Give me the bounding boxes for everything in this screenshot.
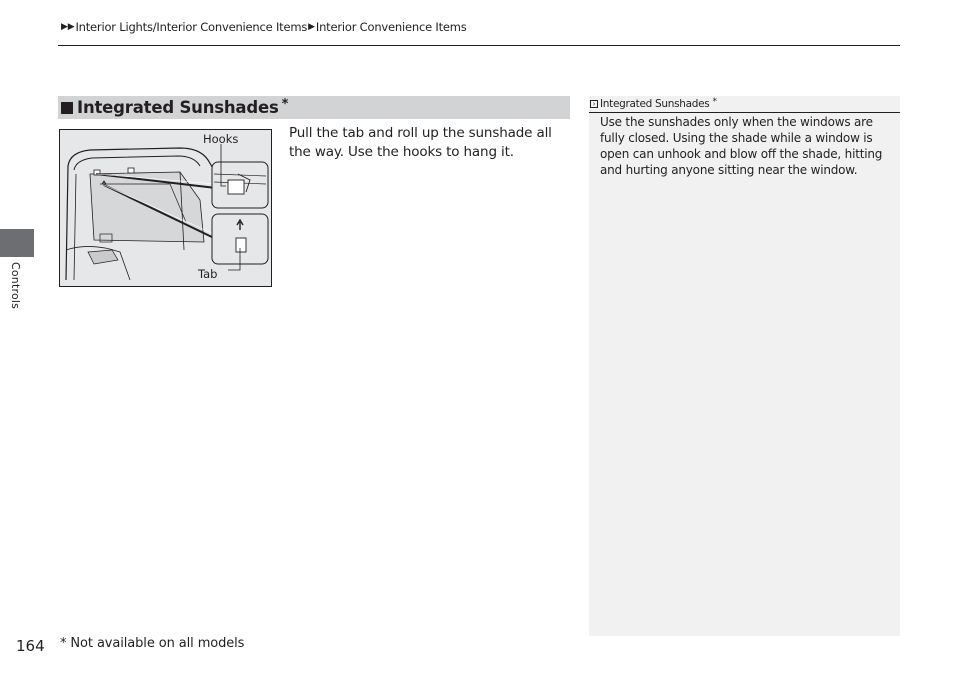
header-rule — [58, 45, 900, 46]
page-number: 164 — [16, 637, 45, 655]
sunshade-illustration — [59, 129, 272, 287]
breadcrumb-item[interactable]: Interior Convenience Items — [315, 20, 467, 34]
side-note — [589, 96, 900, 636]
side-note-asterisk: * — [712, 96, 717, 107]
side-note-title: Integrated Sunshades — [600, 97, 710, 110]
footnote: * Not available on all models — [60, 636, 245, 651]
tab-label: Tab — [198, 267, 218, 281]
side-tab-label: Controls — [9, 262, 22, 310]
side-note-header — [589, 96, 900, 111]
instruction-text: Pull the tab and roll up the sunshade all the way. Use the hooks to hang it. — [289, 125, 552, 160]
breadcrumb-arrow-icon: ▶ — [308, 22, 315, 32]
section-square-icon — [61, 102, 73, 114]
side-note-rule — [589, 112, 900, 113]
side-note-text: Use the sunshades only when the windows are fully closed. Using the shade while a window is open can unhook and blow off the shade, hitting and hurting anyone sitting near the window. — [600, 115, 883, 177]
note-reference-icon: › — [590, 100, 598, 108]
section-title: Integrated Sunshades — [77, 98, 279, 117]
section-header — [58, 96, 570, 119]
hooks-label: Hooks — [203, 132, 239, 146]
sunshade-drawing — [60, 130, 271, 286]
breadcrumb-item[interactable]: Interior Lights/Interior Convenience Items — [75, 20, 308, 34]
side-tab-marker — [0, 229, 34, 257]
breadcrumb-arrow-icon: ▶▶ — [61, 22, 75, 32]
breadcrumb — [60, 20, 467, 34]
section-asterisk: * — [281, 97, 289, 112]
